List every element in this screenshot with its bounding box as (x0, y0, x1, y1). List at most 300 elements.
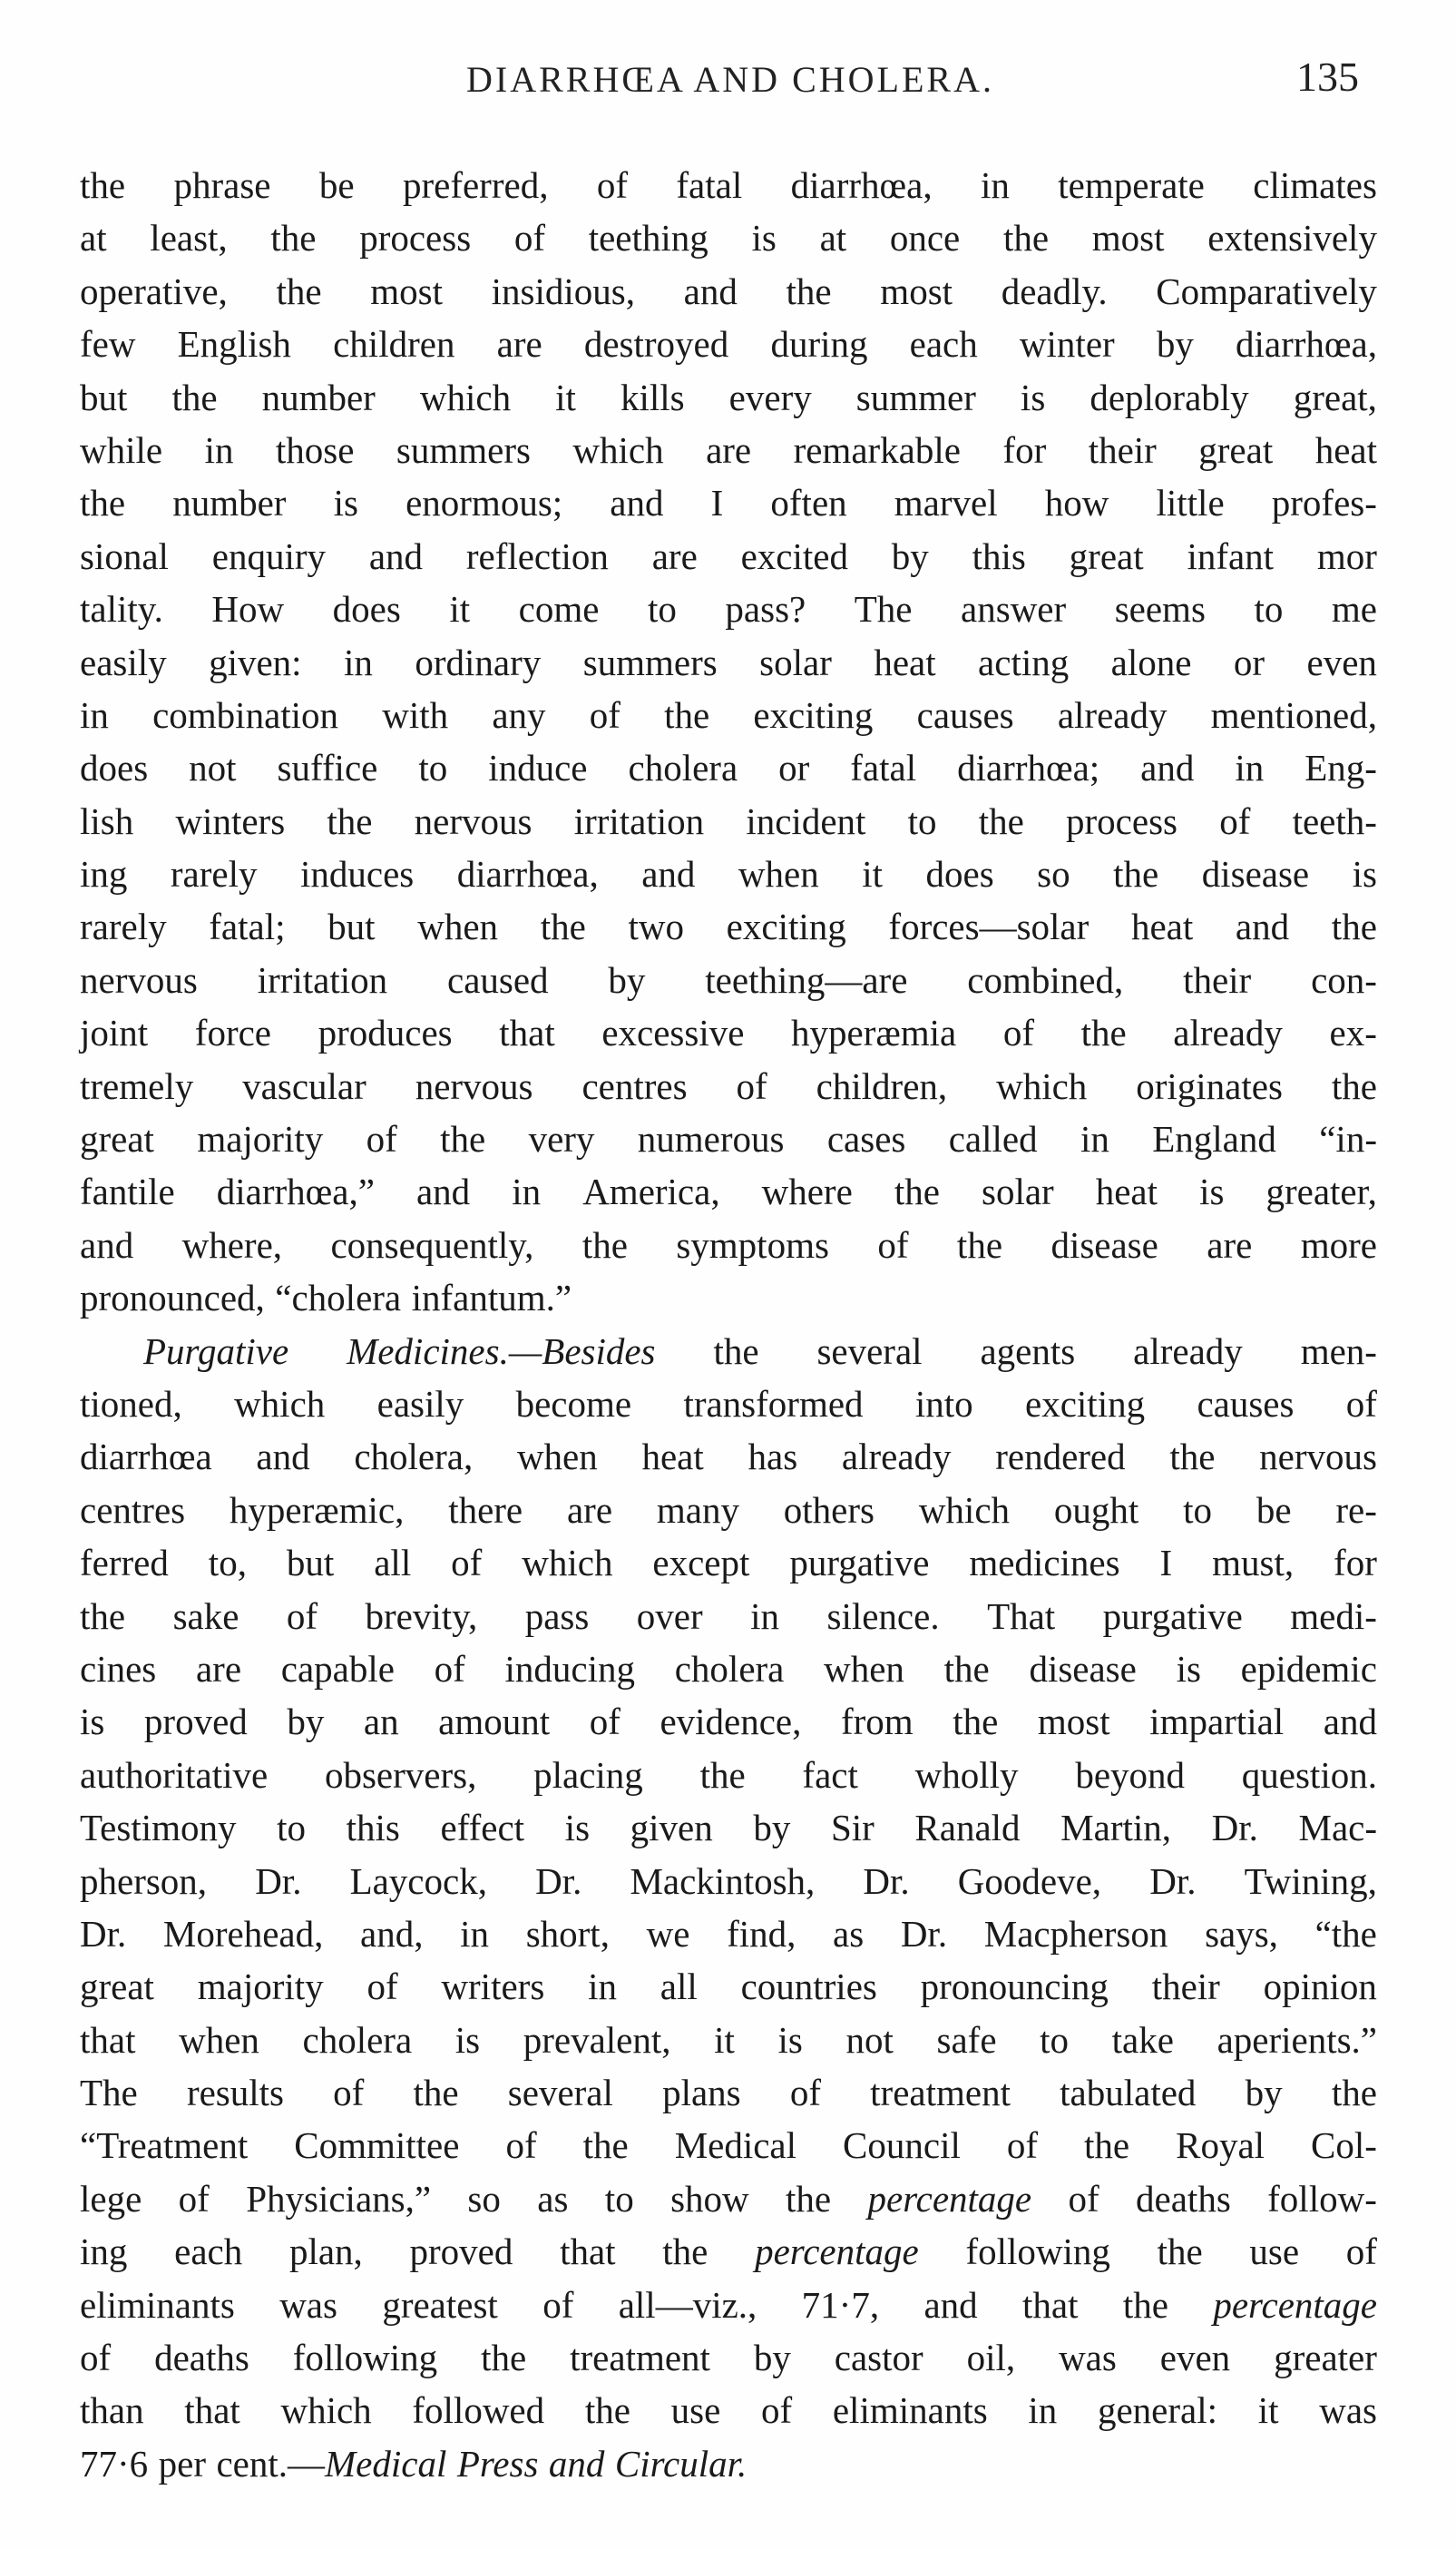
text-line (80, 905, 1377, 957)
word: exciting (726, 906, 846, 948)
word: of (877, 1223, 909, 1266)
word: diarrhœa,” (216, 1171, 375, 1213)
word: followed (412, 2389, 545, 2432)
word: preferred, (402, 164, 549, 206)
word: nervous (1259, 1436, 1377, 1478)
word: already (1173, 1012, 1283, 1054)
word: “cholera (275, 1277, 402, 1319)
word: for (1334, 1542, 1377, 1584)
word: the (699, 1753, 746, 1796)
word: deplorably (1090, 376, 1249, 418)
word: the (270, 217, 317, 260)
word: winter (1019, 323, 1115, 366)
word: temperate (1058, 164, 1205, 206)
word: the (1331, 1064, 1377, 1107)
word: every (728, 376, 812, 418)
word: ing (80, 853, 128, 896)
word: tality. (80, 588, 163, 631)
word: by (608, 958, 646, 1001)
word: pherson, (80, 1859, 208, 1902)
word: where (761, 1171, 853, 1213)
word: take (1111, 2018, 1174, 2061)
word: diarrhœa, (456, 853, 599, 896)
word: the (80, 1594, 126, 1637)
word: in (80, 693, 109, 736)
text-line (80, 1700, 1377, 1752)
word: does (332, 588, 401, 631)
word: greater, (1265, 1171, 1377, 1213)
word: plans (662, 2072, 741, 2114)
word: it (714, 2018, 735, 2061)
word: the (1084, 2124, 1130, 2167)
word: and (683, 270, 738, 312)
text-line (80, 1859, 1377, 1912)
word: percentage (755, 2230, 919, 2273)
word: hyperæmia (791, 1012, 957, 1054)
word: most (370, 270, 443, 312)
word: How (211, 588, 285, 631)
word: infant (1187, 534, 1275, 577)
word: Dr. (535, 1859, 582, 1902)
text-line (80, 428, 1377, 481)
word: their (1183, 958, 1252, 1001)
word: purgative (789, 1542, 930, 1584)
body-text (80, 163, 1377, 2495)
word: Macpherson (983, 1912, 1168, 1955)
text-line (80, 2442, 1377, 2495)
word: in (204, 428, 234, 471)
word: great (1198, 428, 1274, 471)
text-line (80, 2018, 1377, 2071)
word: summers (582, 641, 718, 683)
text-line (80, 1753, 1377, 1806)
text-line (80, 1329, 1377, 1382)
word: diarrhœa, (790, 164, 933, 206)
word: in (460, 1912, 490, 1955)
word: the (440, 1118, 486, 1161)
word: winters (175, 799, 286, 842)
word: given: (209, 641, 302, 683)
text-line (80, 1223, 1377, 1276)
word: tremely (80, 1064, 194, 1107)
text-line (80, 534, 1377, 587)
word: be (318, 164, 355, 206)
word: to, (208, 1542, 247, 1584)
word: are (195, 1647, 242, 1690)
word: proved (409, 2230, 513, 2273)
word: already (1057, 693, 1168, 736)
word: of (178, 2177, 210, 2220)
word: Circular. (614, 2442, 748, 2485)
word: but (286, 1542, 335, 1584)
word: all (660, 1966, 698, 2008)
word: at (819, 217, 847, 260)
word: many (656, 1488, 739, 1531)
word: from (840, 1701, 914, 1743)
word: purgative (1102, 1594, 1243, 1637)
word: was (1059, 2337, 1117, 2379)
text-line (80, 746, 1377, 799)
word: and (415, 1171, 471, 1213)
word: than (80, 2389, 144, 2432)
word: force (194, 1012, 271, 1054)
word: pass? (725, 588, 806, 631)
word: nervous (80, 958, 198, 1001)
word: and (610, 482, 664, 525)
word: greater (1274, 2337, 1377, 2379)
word: an (363, 1701, 399, 1743)
word: the (276, 270, 322, 312)
word: deaths (1136, 2177, 1231, 2220)
word: marvel (894, 482, 998, 525)
word: that (499, 1012, 555, 1054)
word: infantum.” (411, 1277, 572, 1319)
word: Council (843, 2124, 961, 2167)
word: with (382, 693, 449, 736)
word: ferred (80, 1542, 169, 1584)
word: when (516, 1436, 598, 1478)
text-line (80, 1594, 1377, 1647)
word: and (923, 2283, 978, 2326)
text-line (80, 322, 1377, 375)
word: the (713, 1329, 759, 1372)
word: two (628, 906, 684, 948)
word: caused (447, 958, 549, 1001)
word: is (1020, 376, 1046, 418)
word: that (80, 2018, 136, 2061)
word: but (80, 376, 128, 418)
word: America, (582, 1171, 720, 1213)
word: which (280, 2389, 372, 2432)
word: is (1199, 1171, 1225, 1213)
word: seems (1114, 588, 1206, 631)
word: epidemic (1240, 1647, 1377, 1690)
word: the (786, 2177, 832, 2220)
word: amount (438, 1701, 551, 1743)
word: and (80, 1223, 134, 1266)
word: general: (1097, 2389, 1218, 2432)
word: Morehead, (162, 1912, 324, 1955)
word: summers (396, 428, 531, 471)
word: beyond (1075, 1753, 1186, 1796)
word: use (1249, 2230, 1300, 2273)
word: which (522, 1542, 613, 1584)
word: opinion (1263, 1966, 1377, 2008)
word: of (1345, 1382, 1377, 1425)
word: enormous; (406, 482, 563, 525)
word: given (630, 1807, 713, 1849)
word: least, (150, 217, 228, 260)
word: it (862, 853, 884, 896)
word: of (513, 217, 546, 260)
text-line (80, 1912, 1377, 1965)
word: find, (727, 1912, 796, 1955)
word: several (507, 2072, 613, 2114)
word: it (555, 376, 576, 418)
word: hyperæmic, (229, 1488, 405, 1531)
word: the (956, 1223, 1003, 1266)
word: all (374, 1542, 412, 1584)
word: the (1122, 2283, 1168, 2326)
word: numerous (637, 1118, 785, 1161)
word: ing (80, 2230, 128, 2273)
word: percentage (867, 2177, 1032, 2220)
word: teeth- (1292, 799, 1377, 842)
word: not (845, 2018, 894, 2061)
word: medi- (1290, 1594, 1377, 1637)
word: combined, (967, 958, 1124, 1001)
word: of (761, 2389, 793, 2432)
word: capable (280, 1647, 395, 1690)
word: answer (961, 588, 1067, 631)
word: each (174, 2230, 243, 2273)
word: centres (80, 1488, 186, 1531)
word: the (1169, 1436, 1216, 1478)
word: great, (1293, 376, 1377, 418)
word: of (589, 693, 621, 736)
page-number: 135 (1296, 54, 1359, 100)
word: irritation (573, 799, 705, 842)
word: pronounced, (80, 1277, 265, 1319)
word: cent.—Medical (216, 2442, 447, 2485)
word: is (80, 1701, 105, 1743)
word: re- (1335, 1488, 1377, 1531)
word: is (564, 1807, 591, 1849)
word: excited (740, 534, 848, 577)
word: consequently, (330, 1223, 534, 1266)
word: and (256, 1436, 310, 1478)
word: proved (143, 1701, 248, 1743)
word: ordinary (415, 641, 542, 683)
word: solar (981, 1171, 1054, 1213)
word: solar (759, 641, 832, 683)
word: little (1156, 482, 1225, 525)
word: pronouncing (920, 1966, 1109, 2008)
text-line (80, 587, 1377, 640)
word: those (275, 428, 355, 471)
word: England (1152, 1118, 1276, 1161)
word: at (80, 217, 107, 260)
word: lege (80, 2177, 142, 2220)
word: follow- (1267, 2177, 1377, 2220)
word: more (1300, 1223, 1377, 1266)
text-line (80, 2336, 1377, 2388)
word: tabulated (1060, 2072, 1197, 2114)
word: English (177, 323, 291, 366)
word: 71·7, (801, 2283, 880, 2326)
text-line (80, 641, 1377, 693)
word: process (1066, 799, 1178, 842)
word: insidious, (491, 270, 635, 312)
word: except (652, 1542, 750, 1584)
word: vascular (242, 1064, 366, 1107)
word: to (1040, 2018, 1070, 2061)
word: how (1044, 482, 1109, 525)
word: rarely (170, 853, 258, 896)
word: enquiry (211, 534, 326, 577)
word: during (770, 323, 868, 366)
word: that (184, 2389, 240, 2432)
word: authoritative (80, 1753, 269, 1796)
word: sional (80, 534, 169, 577)
word: That (987, 1594, 1056, 1637)
word: the (953, 1701, 999, 1743)
word: we (646, 1912, 690, 1955)
text-line (80, 1647, 1377, 1700)
word: cines (80, 1647, 157, 1690)
word: has (748, 1436, 798, 1478)
text-line (80, 1382, 1377, 1435)
word: of (333, 2072, 365, 2114)
word: Medicines.—Besides (347, 1329, 656, 1372)
word: Comparatively (1156, 270, 1377, 312)
word: inducing (504, 1647, 636, 1690)
word: of (589, 1701, 621, 1743)
word: joint (80, 1012, 149, 1054)
text-line (80, 958, 1377, 1011)
word: short, (525, 1912, 610, 1955)
word: 77·6 (80, 2442, 149, 2485)
word: centres (581, 1064, 688, 1107)
word: alone (1110, 641, 1192, 683)
word: fatal (850, 747, 917, 789)
word: of (1219, 799, 1251, 842)
word: to (604, 2177, 634, 2220)
word: brevity, (365, 1594, 478, 1637)
word: by (891, 534, 929, 577)
word: already (1133, 1329, 1243, 1372)
word: is (333, 482, 358, 525)
word: Medical (674, 2124, 797, 2167)
word: or (1233, 641, 1265, 683)
word: heat (1095, 1171, 1158, 1213)
word: deaths (154, 2337, 249, 2379)
word: percentage (1213, 2283, 1377, 2326)
word: in (1080, 1118, 1109, 1161)
word: of (286, 1594, 318, 1637)
word: lish (80, 799, 134, 842)
word: diarrhœa; (957, 747, 1100, 789)
word: cholera (674, 1647, 785, 1690)
word: that (560, 2230, 616, 2273)
word: Dr. (1149, 1859, 1197, 1902)
word: of (1068, 2177, 1099, 2220)
word: of (451, 1542, 483, 1584)
word: ex- (1329, 1012, 1377, 1054)
text-line (80, 2230, 1377, 2282)
word: is (777, 2018, 803, 2061)
word: I (1159, 1542, 1173, 1584)
word: must, (1212, 1542, 1295, 1584)
word: which (419, 376, 512, 418)
word: as (537, 2177, 569, 2220)
word: are (1207, 1223, 1253, 1266)
word: easily (80, 641, 167, 683)
word: by (1156, 323, 1194, 366)
word: countries (740, 1966, 877, 2008)
word: disease (1050, 1223, 1158, 1266)
word: climates (1253, 164, 1377, 206)
word: and (641, 853, 696, 896)
word: so (1037, 853, 1070, 896)
word: the (786, 270, 832, 312)
word: causes (1197, 1382, 1295, 1425)
text-line (80, 270, 1377, 322)
word: to (1254, 588, 1284, 631)
word: cholera (628, 747, 738, 789)
word: fantile (80, 1171, 175, 1213)
word: and (548, 2442, 605, 2485)
text-line (80, 852, 1377, 905)
word: The (80, 2072, 138, 2114)
word: men- (1300, 1329, 1377, 1372)
word: fatal (676, 164, 743, 206)
word: says, (1205, 1912, 1278, 1955)
word: extensively (1207, 217, 1377, 260)
word: which (572, 428, 664, 471)
word: Dr. (1211, 1807, 1258, 1849)
word: heat (1130, 906, 1194, 948)
word: deadly. (1001, 270, 1108, 312)
word: the (1080, 1012, 1127, 1054)
word: of (1006, 2124, 1039, 2167)
word: teething (588, 217, 708, 260)
word: become (515, 1382, 632, 1425)
word: by (1245, 2072, 1283, 2114)
word: placing (533, 1753, 643, 1796)
word: the (1002, 217, 1050, 260)
word: ought (1053, 1488, 1139, 1531)
word: exciting (1025, 1382, 1146, 1425)
word: which (234, 1382, 326, 1425)
word: Dr. (255, 1859, 302, 1902)
word: question. (1241, 1753, 1377, 1796)
word: the (584, 2389, 630, 2432)
word: not (189, 747, 237, 789)
word: heat (874, 641, 936, 683)
word: this (972, 534, 1026, 577)
word: the (1113, 853, 1159, 896)
word: so (467, 2177, 501, 2220)
word: few (80, 323, 136, 366)
word: the (80, 164, 126, 206)
word: cases (826, 1118, 906, 1161)
word: operative, (80, 270, 228, 312)
word: rarely (80, 906, 167, 948)
word: are (651, 534, 698, 577)
word: me (1331, 588, 1377, 631)
word: their (1151, 1966, 1220, 2008)
word: fatal; (209, 906, 286, 948)
word: disease (1029, 1647, 1137, 1690)
word: writers (441, 1966, 545, 2008)
word: eliminants (80, 2283, 235, 2326)
text-line (80, 376, 1377, 428)
text-line (80, 1488, 1377, 1541)
word: eliminants (832, 2389, 988, 2432)
word: Royal (1176, 2124, 1265, 2167)
word: of (80, 2337, 112, 2379)
word: where, (181, 1223, 283, 1266)
word: any (492, 693, 546, 736)
word: Dr. (80, 1912, 127, 1955)
word: use (670, 2389, 721, 2432)
word: which (996, 1064, 1088, 1107)
running-title: DIARRHŒA AND CHOLERA. (466, 59, 994, 100)
text-line (80, 1117, 1377, 1170)
word: Mac- (1298, 1807, 1377, 1849)
text-line (80, 1806, 1377, 1858)
